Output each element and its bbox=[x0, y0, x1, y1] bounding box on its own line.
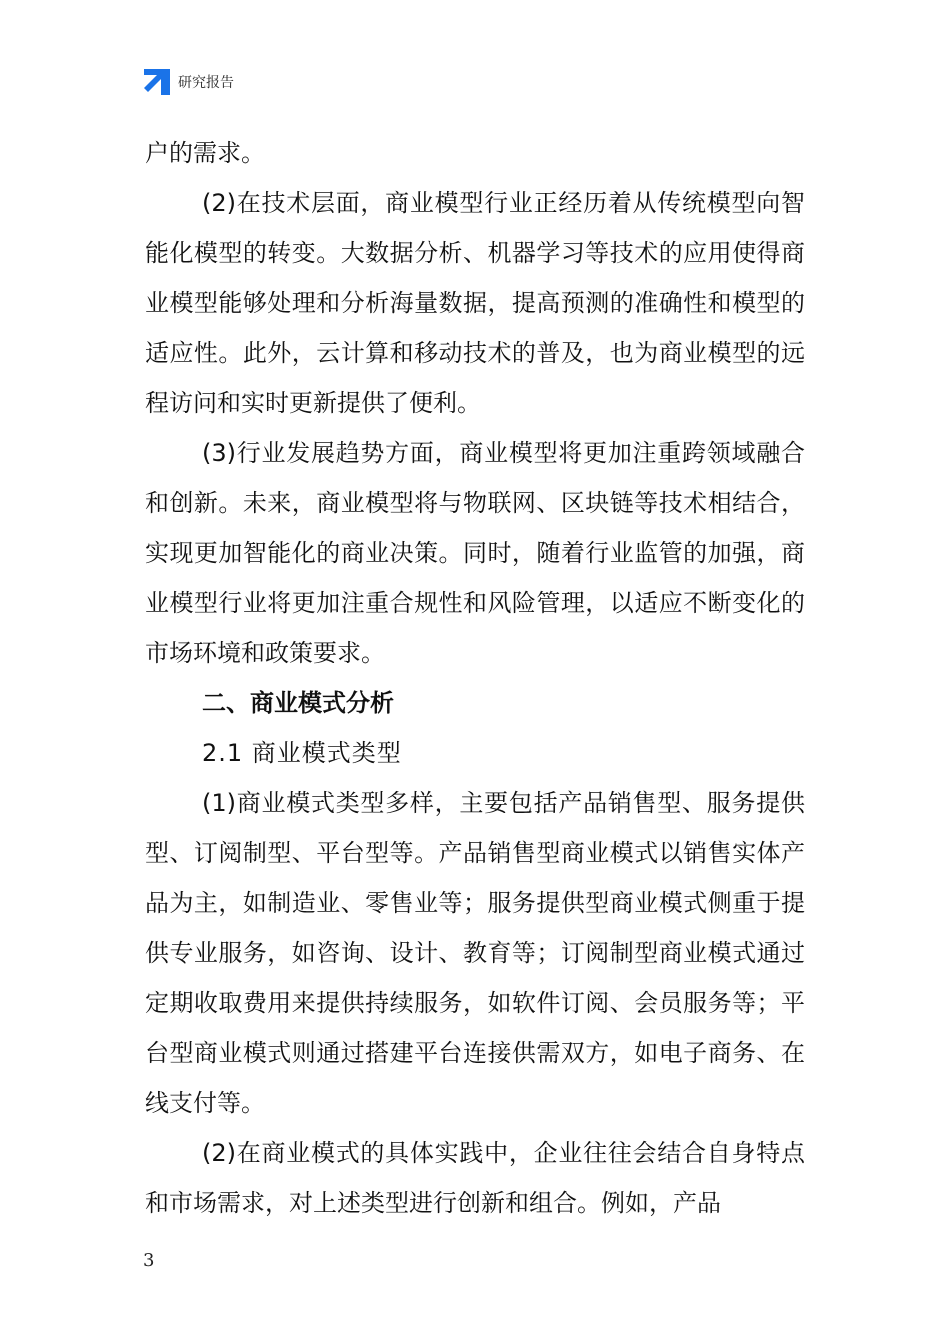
logo-arrow-icon bbox=[144, 69, 170, 95]
paragraph-model-practice: (2)在商业模式的具体实践中，企业往往会结合自身特点和市场需求，对上述类型进行创新和组合。例如，产品 bbox=[145, 1139, 805, 1217]
paragraph-model-types: (1)商业模式类型多样，主要包括产品销售型、服务提供型、订阅制型、平台型等。产品销售型商业模式以销售实体产品为主，如制造业、零售业等；服务提供型商业模式侧重于提供专业服务，如咨询、设计、教育等；订阅制型商业模式通过定期收取费用来提供持续服务，如软件订阅、会员服务等；平台型商业模式则通过搭建平台连接供需双方，如电子商务、在线支付等。 bbox=[145, 789, 805, 1117]
paragraph-trends: (3)行业发展趋势方面，商业模型将更加注重跨领域融合和创新。未来，商业模型将与物联网、区块链等技术相结合，实现更加智能化的商业决策。同时，随着行业监管的加强，商业模型行业将更加注重合规性和风险管理，以适应不断变化的市场环境和政策要求。 bbox=[145, 439, 805, 667]
page-header bbox=[144, 66, 234, 98]
document-body bbox=[145, 128, 805, 1228]
page-number: 3 bbox=[143, 1250, 155, 1271]
header-label: 研究报告 bbox=[178, 75, 234, 91]
section-heading: 二、商业模式分析 bbox=[202, 689, 394, 717]
paragraph-continuation: 户的需求。 bbox=[145, 139, 265, 167]
subsection-heading: 2.1 商业模式类型 bbox=[202, 739, 402, 767]
paragraph-technology: (2)在技术层面，商业模型行业正经历着从传统模型向智能化模型的转变。大数据分析、机器学习等技术的应用使得商业模型能够处理和分析海量数据，提高预测的准确性和模型的适应性。此外，云计算和移动技术的普及，也为商业模型的远程访问和实时更新提供了便利。 bbox=[145, 189, 805, 417]
